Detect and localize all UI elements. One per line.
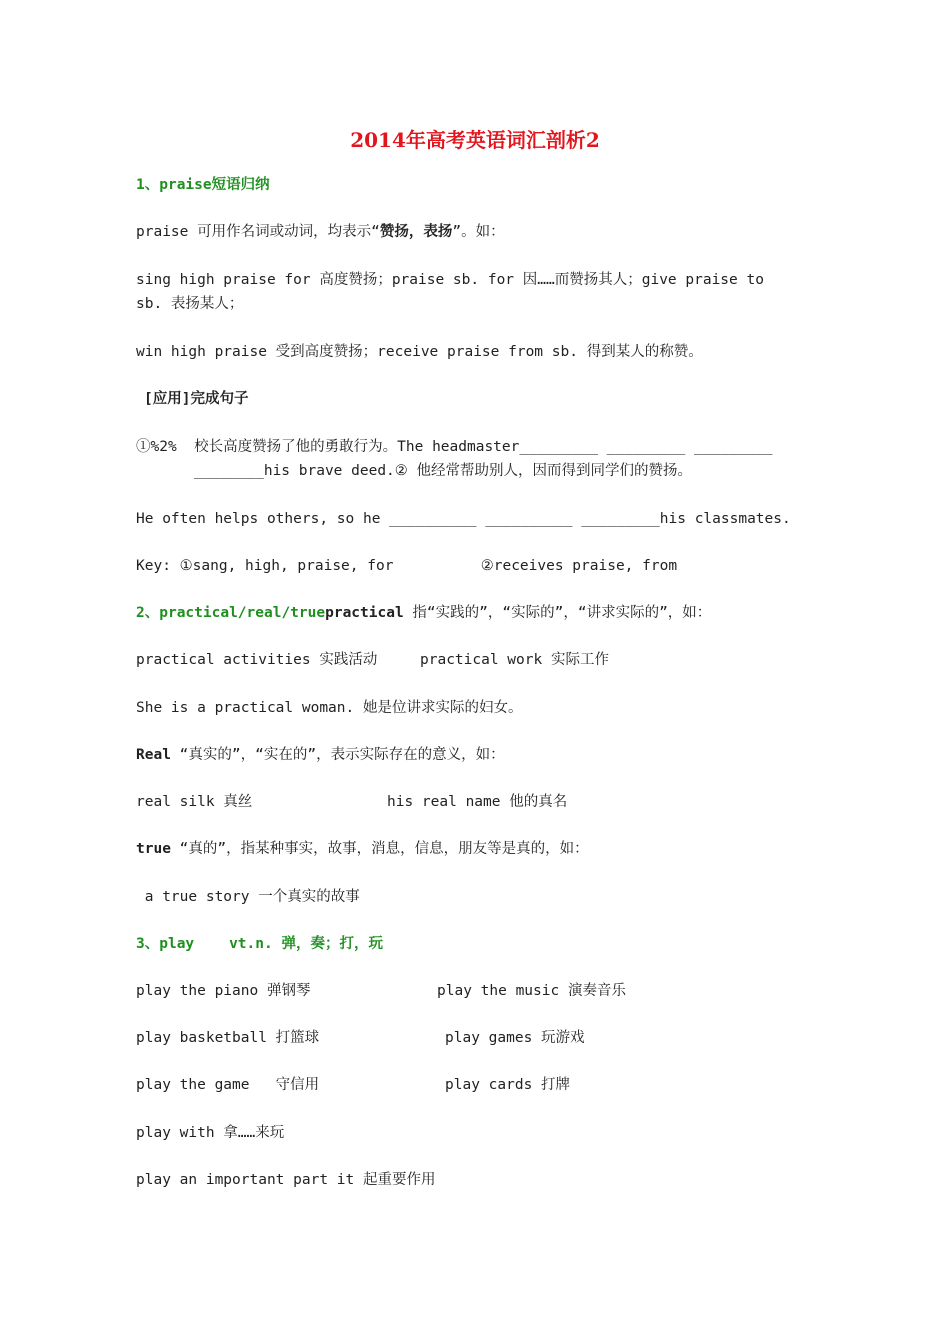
praise-phrases-line-1: sing high praise for 高度赞扬；praise sb. for 因……而赞扬其人；give praise to [136,272,764,288]
real-word: Real [136,747,171,763]
apply-heading: [应用]完成句子 [144,391,249,407]
play-row-2b: play games 玩游戏 [445,1030,585,1046]
true-example: a true story 一个真实的故事 [136,889,360,905]
real-example-a: real silk 真丝 [136,794,253,810]
play-row-3a: play the game 守信用 [136,1077,320,1093]
play-row-1b: play the music 演奏音乐 [437,983,626,999]
praise-intro-pre: praise 可用作名词或动词，均表示“ [136,224,380,240]
exercise-2: He often helps others, so he __________ __________ _________his classmates. [136,511,791,527]
page-title: 2014年高考英语词汇剖析2 [350,128,600,152]
section-3-heading: 3、play vt.n. 弹，奏；打，玩 [136,936,383,952]
praise-intro-post: ”。如： [452,224,505,240]
real-def: “真实的”，“实在的”，表示实际存在的意义，如： [170,747,505,763]
section-2-heading-def: 指“实践的”，“实际的”，“讲求实际的”，如： [403,605,712,621]
real-definition [136,745,505,765]
section-2-heading-green: 2、practical/real/true [136,605,326,621]
exercise-1-line-2: ________his brave deed.② 他经常帮助别人，因而得到同学们的赞扬。 [194,463,693,479]
practical-example-2: She is a practical woman. 她是位讲求实际的妇女。 [136,700,523,716]
true-definition [136,839,589,859]
praise-phrases-line-2: sb. 表扬某人； [136,296,244,312]
exercise-1-line-1: ①%2% 校长高度赞扬了他的勇敢行为。The headmaster_________ _________ _________ [136,439,773,455]
play-row-1a: play the piano 弹钢琴 [136,983,311,999]
play-row-3b: play cards 打牌 [445,1077,571,1093]
real-example-b: his real name 他的真名 [387,794,568,810]
play-row-2a: play basketball 打篮球 [136,1030,320,1046]
praise-intro [136,222,505,242]
answer-key: Key: ①sang, high, praise, for ②receives praise, from [136,558,678,574]
practical-example-1b: practical work 实际工作 [420,652,609,668]
true-def: “真的”，指某种事实，故事，消息，信息，朋友等是真的，如： [170,841,589,857]
section-1-heading: 1、praise短语归纳 [136,177,270,193]
section-2-heading-word: practical [325,605,404,621]
practical-example-1a: practical activities 实践活动 [136,652,378,668]
praise-intro-bold: 赞扬，表扬 [379,224,453,240]
true-word: true [136,841,171,857]
praise-phrases-line-3: win high praise 受到高度赞扬；receive praise from sb. 得到某人的称赞。 [136,344,703,360]
play-row-4: play with 拿……来玩 [136,1125,285,1141]
play-row-5: play an important part it 起重要作用 [136,1172,436,1188]
section-2-heading [136,603,711,623]
